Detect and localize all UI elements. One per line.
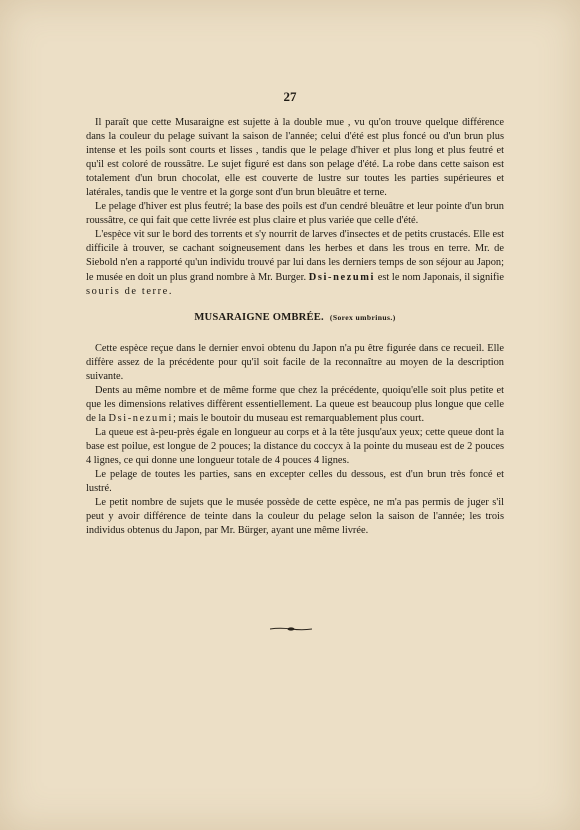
page-number: 27 <box>283 89 297 104</box>
paragraph-seasonal-molt: Il paraît que cette Musaraigne est sujette à la double mue , vu qu'on trouve quelque différence dans la couleur du pelage suivant la saison de l'année; celui d'été est plus foncé ou d'un brun plus intense et les poils sont courts et lisses , tandis que le pelage d'hiver et plus long et plus feutré et qu'il est coloré de roussâtre. Le sujet figuré est dans son pelage d'été. La robe dans cette saison est totalement d'un brun chocolat, elle est couverte de lustre sur toutes les parties supérieures et latérales, tandis que le ventre et la gorge sont d'un brun bleuâtre et terne. <box>86 117 504 199</box>
name-meaning: souris de terre. <box>86 285 174 297</box>
paragraph-winter-coat: Le pelage d'hiver est plus feutré; la base des poils est d'un cendré bleuâtre et leur pointe d'un brun roussâtre, ce qui fait que cette livrée est plus claire et plus variée que celle d'été. <box>86 201 504 227</box>
japanese-name-2: Dsi-nezumi <box>108 412 173 424</box>
paragraph-teeth <box>86 384 504 426</box>
japanese-name: Dsi-nezumi <box>308 271 375 283</box>
teeth-text-end: ; mais le boutoir du museau est remarquablement plus court. <box>173 412 425 424</box>
habitat-text: L'espèce vit sur le bord des torrents et s'y nourrit de larves d'insectes et de petits crustacés. Elle est difficile à trouver, se cachant soigneusement dans les herbes et dans les trous en terre. Mr. de Siebold n'en a rapporté qu'un individu trouvé par lui dans les derniers temps de son séjour au Japon; le musée en doit un plus grand nombre à Mr. Burger. <box>86 229 504 283</box>
habitat-name-text: est le nom Japonais, il signifie <box>377 271 504 283</box>
ornament-divider-icon <box>270 626 312 632</box>
species-heading <box>86 311 504 325</box>
paragraph-intro: Cette espèce reçue dans le dernier envoi obtenu du Japon n'a pu être figurée dans ce recueil. Elle diffère assez de la précédente pour qu'il soit facile de la reconnaître au moyen de la description suivante. <box>86 342 504 382</box>
heading-title: MUSARAIGNE OMBRÉE. <box>194 311 324 323</box>
heading-latin-name: (Sorex umbrinus.) <box>329 312 396 322</box>
paragraph-habitat <box>86 228 504 298</box>
teeth-text: Dents au même nombre et de même forme que chez la précédente, quoiqu'elle soit plus petite et que les dimensions relatives diffèrent essentiellement. La queue est beaucoup plus longue que celle de la <box>86 384 504 424</box>
paragraph-specimens: Le petit nombre de sujets que le musée possède de cette espèce, ne m'a pas permis de juger s'il peut y avoir différence de teinte dans la couleur du pelage selon la saison de l'année; les trois individus obtenus du Japon, par Mr. Bürger, ayant une même livrée. <box>86 497 504 537</box>
paragraph-tail: La queue est à-peu-près égale en longueur au corps et à la tête jusqu'aux yeux; cette queue dont la base est poilue, est longue de 2 pouces; la distance du coccyx à la pointe du museau est de 2 pouces 4 lignes, ce qui donne une longueur totale de 4 pouces 4 lignes. <box>86 426 504 467</box>
paragraph-pelage: Le pelage de toutes les parties, sans en excepter celles du dessous, est d'un brun très foncé et lustré. <box>86 469 504 495</box>
body-text <box>86 116 504 538</box>
